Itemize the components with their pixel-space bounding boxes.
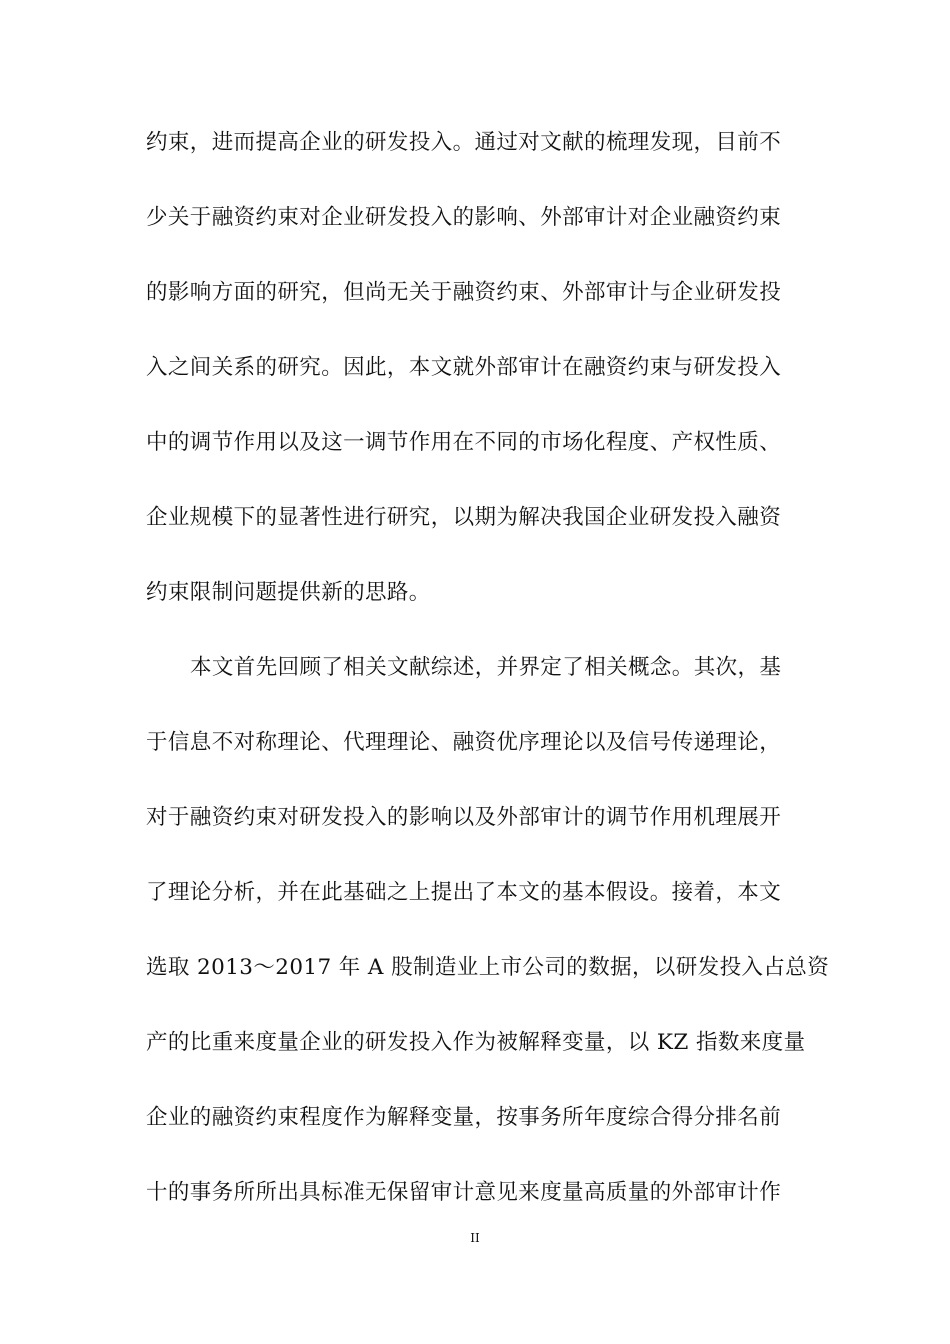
text-line: 十的事务所所出具标准无保留审计意见来度量高质量的外部审计作 [146,1180,782,1205]
text-line: 约束限制问题提供新的思路。 [146,580,431,605]
paragraph-1 [146,118,808,643]
text-line: 了理论分析，并在此基础之上提出了本文的基本假设。接着，本文 [146,880,782,905]
text-line: 中的调节作用以及这一调节作用在不同的市场化程度、产权性质、 [146,430,782,455]
text-line: 于信息不对称理论、代理理论、融资优序理论以及信号传递理论， [146,730,782,755]
page-number: II [470,1231,480,1245]
text-line: 的影响方面的研究，但尚无关于融资约束、外部审计与企业研发投 [146,280,782,305]
text-line: 对于融资约束对研发投入的影响以及外部审计的调节作用机理展开 [146,805,782,830]
text-line: 本文首先回顾了相关文献综述，并界定了相关概念。其次，基 [190,655,782,680]
text-line: 产的比重来度量企业的研发投入作为被解释变量，以 KZ 指数来度量 [146,1030,806,1055]
text-line: 选取 2013～2017 年 A 股制造业上市公司的数据，以研发投入占总资 [146,955,830,980]
text-line: 约束，进而提高企业的研发投入。通过对文献的梳理发现，目前不 [146,130,782,155]
paragraph-2 [146,643,830,1243]
body-text [146,118,830,1243]
text-line: 入之间关系的研究。因此，本文就外部审计在融资约束与研发投入 [146,355,782,380]
text-line: 企业的融资约束程度作为解释变量，按事务所年度综合得分排名前 [146,1105,782,1130]
text-line: 少关于融资约束对企业研发投入的影响、外部审计对企业融资约束 [146,205,782,230]
text-line: 企业规模下的显著性进行研究，以期为解决我国企业研发投入融资 [146,505,782,530]
